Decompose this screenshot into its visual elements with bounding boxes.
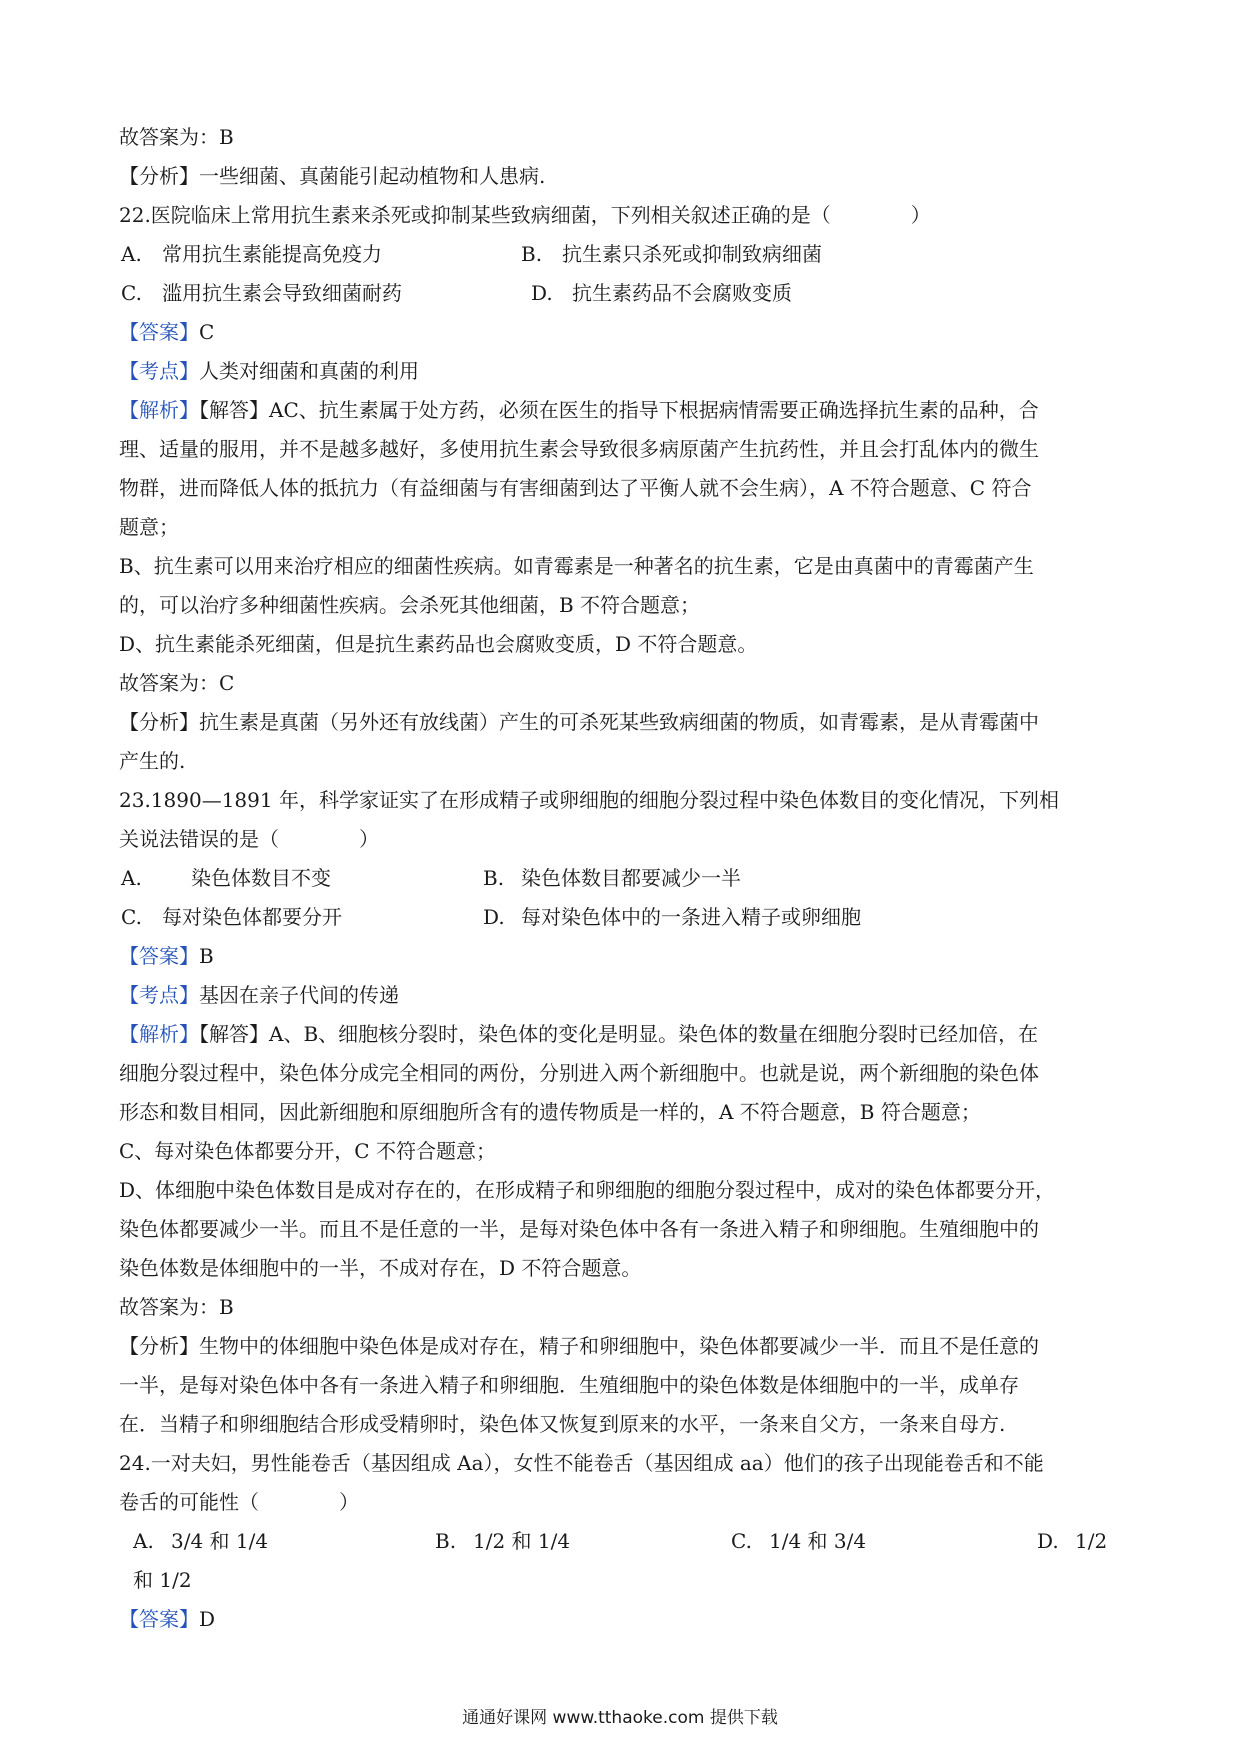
q23-analysis-line: 在．当精子和卵细胞结合形成受精卵时，染色体又恢复到原来的水平，一条来自父方，一条来自母方. <box>119 1412 1006 1436</box>
q22-answer: 【答案】C <box>119 320 215 344</box>
q22-point: 【考点】人类对细菌和真菌的利用 <box>119 359 419 383</box>
q23-final-answer: 故答案为：B <box>119 1295 234 1319</box>
q24-option-d-wrap: 和 1/2 <box>133 1568 192 1592</box>
q24-stem-line: 卷舌的可能性（ ） <box>119 1490 359 1514</box>
document-page <box>119 118 1131 1639</box>
q24-option-c: C. 1/4 和 3/4 <box>731 1529 867 1553</box>
q22-options-row-2 <box>119 274 1131 313</box>
q23-stem-line: 23.1890—1891 年，科学家证实了在形成精子或卵细胞的细胞分裂过程中染色体数目的变化情况，下列相 <box>119 788 1059 812</box>
q22-explain-line: 理、适量的服用，并不是越多越好，多使用抗生素会导致很多病原菌产生抗药性，并且会打乱体内的微生 <box>119 437 1039 461</box>
q22-option-a: A. 常用抗生素能提高免疫力 <box>121 242 382 266</box>
q23-answer: 【答案】B <box>119 944 214 968</box>
q23-option-a: A. 染色体数目不变 <box>121 866 331 890</box>
q22-option-b: B. 抗生素只杀死或抑制致病细菌 <box>521 242 822 266</box>
q23-options-row-2 <box>119 898 1131 937</box>
q23-explain-line: 【解析】【解答】A、B、细胞核分裂时，染色体的变化是明显。染色体的数量在细胞分裂时已经加倍，在 <box>119 1022 1039 1046</box>
q22-analysis-line: 产生的. <box>119 749 186 773</box>
q23-options-row-1 <box>119 859 1131 898</box>
q22-explain-line: B、抗生素可以用来治疗相应的细菌性疾病。如青霉素是一种著名的抗生素，它是由真菌中的青霉菌产生 <box>119 554 1034 578</box>
q22-stem: 22.医院临床上常用抗生素来杀死或抑制某些致病细菌，下列相关叙述正确的是（ ） <box>119 203 931 227</box>
q22-explain-line: 【解析】【解答】AC、抗生素属于处方药，必须在医生的指导下根据病情需要正确选择抗生素的品种，合 <box>119 398 1039 422</box>
q22-explain-line: D、抗生素能杀死细菌，但是抗生素药品也会腐败变质，D 不符合题意。 <box>119 632 758 656</box>
q23-explain-line: 染色体都要减少一半。而且不是任意的一半，是每对染色体中各有一条进入精子和卵细胞。生殖细胞中的 <box>119 1217 1039 1241</box>
q24-options-row <box>119 1522 1131 1561</box>
q24-option-b: B. 1/2 和 1/4 <box>435 1529 571 1553</box>
q22-analysis-line: 【分析】抗生素是真菌（另外还有放线菌）产生的可杀死某些致病细菌的物质，如青霉素，是从青霉菌中 <box>119 710 1039 734</box>
q24-option-a: A. 3/4 和 1/4 <box>133 1529 269 1553</box>
q23-explain-line: 细胞分裂过程中，染色体分成完全相同的两份，分别进入两个新细胞中。也就是说，两个新细胞的染色体 <box>119 1061 1039 1085</box>
q22-explain-line: 物群，进而降低人体的抵抗力（有益细菌与有害细菌到达了平衡人就不会生病），A 不符合题意、C 符合 <box>119 476 1032 500</box>
q23-analysis-line: 一半，是每对染色体中各有一条进入精子和卵细胞．生殖细胞中的染色体数是体细胞中的一半，成单存 <box>119 1373 1019 1397</box>
q23-explain-line: 形态和数目相同，因此新细胞和原细胞所含有的遗传物质是一样的，A 不符合题意，B 符合题意； <box>119 1100 981 1124</box>
q23-explain-line: D、体细胞中染色体数目是成对存在的，在形成精子和卵细胞的细胞分裂过程中，成对的染色体都要分开， <box>119 1178 1056 1202</box>
q23-stem-line: 关说法错误的是（ ） <box>119 827 379 851</box>
q22-explain-line: 的，可以治疗多种细菌性疾病。会杀死其他细菌，B 不符合题意； <box>119 593 701 617</box>
q22-option-c: C. 滥用抗生素会导致细菌耐药 <box>121 281 402 305</box>
q23-analysis-line: 【分析】生物中的体细胞中染色体是成对存在，精子和卵细胞中，染色体都要减少一半．而且不是任意的 <box>119 1334 1039 1358</box>
q21-final-answer: 故答案为：B <box>119 125 234 149</box>
q23-explain-line: 染色体数是体细胞中的一半，不成对存在，D 不符合题意。 <box>119 1256 642 1280</box>
q22-options-row-1 <box>119 235 1131 274</box>
q22-final-answer: 故答案为：C <box>119 671 235 695</box>
q23-option-c: C. 每对染色体都要分开 <box>121 905 342 929</box>
page-footer: 通通好课网 www.tthaoke.com 提供下载 <box>462 1708 778 1728</box>
q24-answer: 【答案】D <box>119 1607 216 1631</box>
q21-analysis: 【分析】一些细菌、真菌能引起动植物和人患病. <box>119 164 546 188</box>
q23-point: 【考点】基因在亲子代间的传递 <box>119 983 399 1007</box>
q22-explain-line: 题意； <box>119 515 179 539</box>
q23-explain-line: C、每对染色体都要分开，C 不符合题意； <box>119 1139 496 1163</box>
q23-option-d: D. 每对染色体中的一条进入精子或卵细胞 <box>483 905 861 929</box>
q24-option-d: D. 1/2 <box>1037 1529 1108 1553</box>
q24-stem-line: 24.一对夫妇，男性能卷舌（基因组成 Aa），女性不能卷舌（基因组成 aa）他们的孩子出现能卷舌和不能 <box>119 1451 1044 1475</box>
q22-option-d: D. 抗生素药品不会腐败变质 <box>531 281 792 305</box>
q23-option-b: B. 染色体数目都要减少一半 <box>483 866 741 890</box>
